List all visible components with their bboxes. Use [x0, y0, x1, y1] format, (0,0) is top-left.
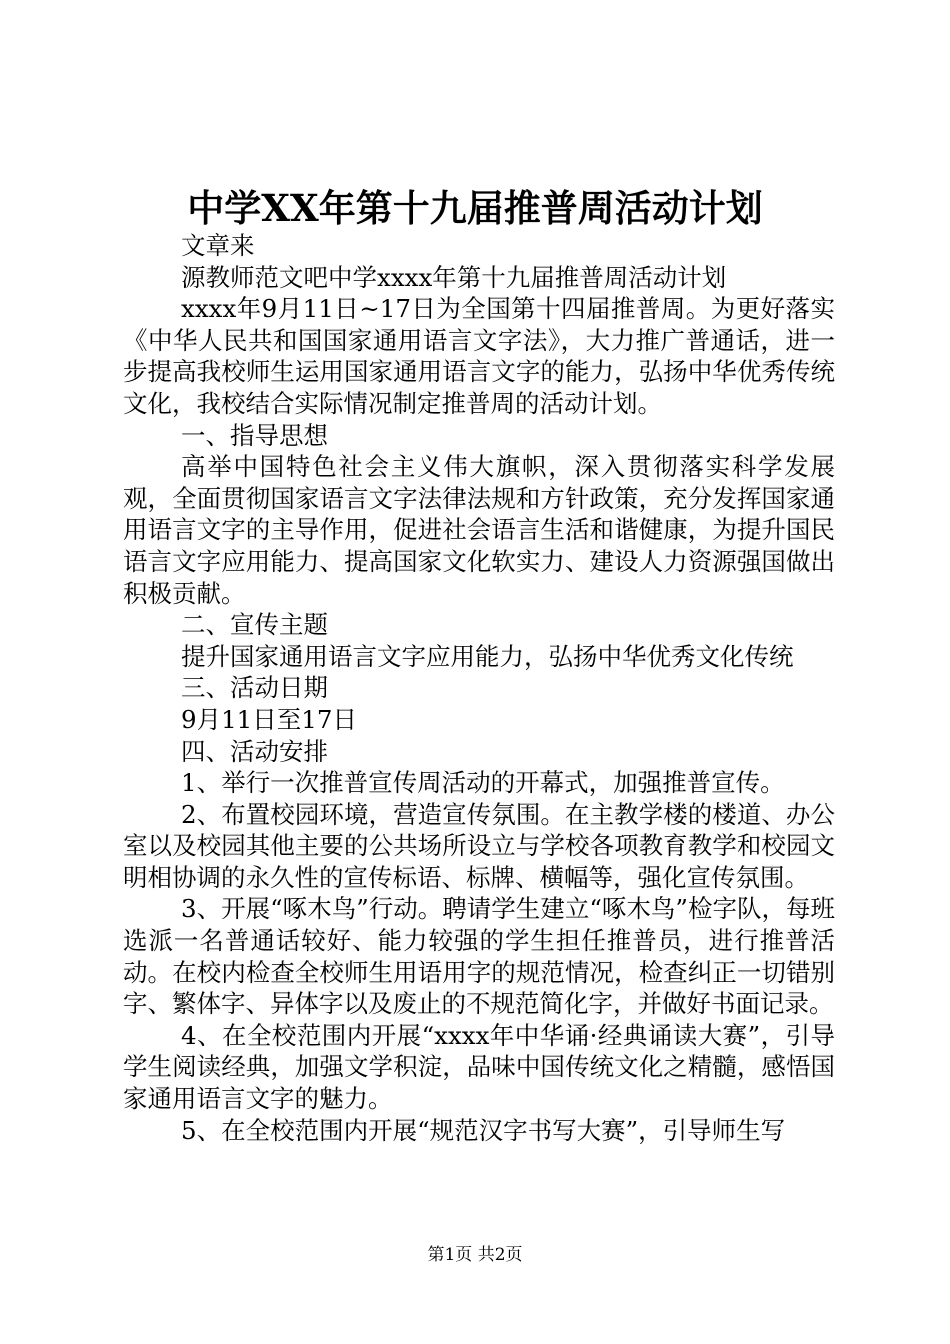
section-heading-arrangements: 四、活动安排: [181, 736, 328, 766]
paragraph-guiding-ideology: 高举中国特色社会主义伟大旗帜，深入贯彻落实科学发展观，全面贯彻国家语言文字法律法规和方针政策，充分发挥国家通用语言文字的主导作用，促进社会语言生活和谐健康，为提升国民语言文字应用能力、提高国家文化软实力、建设人力资源强国做出积极贡献。: [123, 452, 835, 608]
section-heading-dates: 三、活动日期: [181, 673, 328, 703]
list-item-5: 5、在全校范围内开展“规范汉字书写大赛”，引导师生写: [181, 1115, 786, 1145]
list-item-2: 2、布置校园环境，营造宣传氛围。在主教学楼的楼道、办公室以及校园其他主要的公共场所设立与学校各项教育教学和校园文明相协调的永久性的宣传标语、标牌、横幅等，强化宣传氛围。: [123, 799, 835, 892]
paragraph-theme: 提升国家通用语言文字应用能力，弘扬中华优秀文化传统: [181, 641, 794, 671]
section-heading-guiding-ideology: 一、指导思想: [181, 420, 328, 450]
paragraph-intro: xxxx年9月11日~17日为全国第十四届推普周。为更好落实《中华人民共和国国家通用语言文字法》，大力推广普通话，进一步提高我校师生运用国家通用语言文字的能力，弘扬中华优秀传统文化，我校结合实际情况制定推普周的活动计划。: [123, 294, 835, 418]
list-item-4: 4、在全校范围内开展“xxxx年中华诵·经典诵读大赛”，引导学生阅读经典，加强文学积淀，品味中国传统文化之精髓，感悟国家通用语言文字的魅力。: [123, 1020, 835, 1114]
page-footer: 第1页 共2页: [427, 1245, 523, 1265]
document-body: [123, 230, 835, 1146]
section-heading-theme: 二、宣传主题: [181, 610, 328, 640]
list-item-3: 3、开展“啄木鸟”行动。聘请学生建立“啄木鸟”检字队，每班选派一名普通话较好、能力较强的学生担任推普员，进行推普活动。在校内检查全校师生用语用字的规范情况，检查纠正一切错别字、繁体字、异体字以及废止的不规范简化字，并做好书面记录。: [123, 894, 835, 1019]
paragraph-dates: 9月11日至17日: [181, 704, 357, 734]
document-title: 中学XX年第十九届推普周活动计划: [187, 186, 763, 230]
list-item-1: 1、举行一次推普宣传周活动的开幕式，加强推普宣传。: [181, 768, 785, 798]
paragraph-source-line-1: 文章来: [181, 231, 255, 260]
paragraph-source-line-2: 源教师范文吧中学xxxx年第十九届推普周活动计划: [181, 262, 727, 292]
